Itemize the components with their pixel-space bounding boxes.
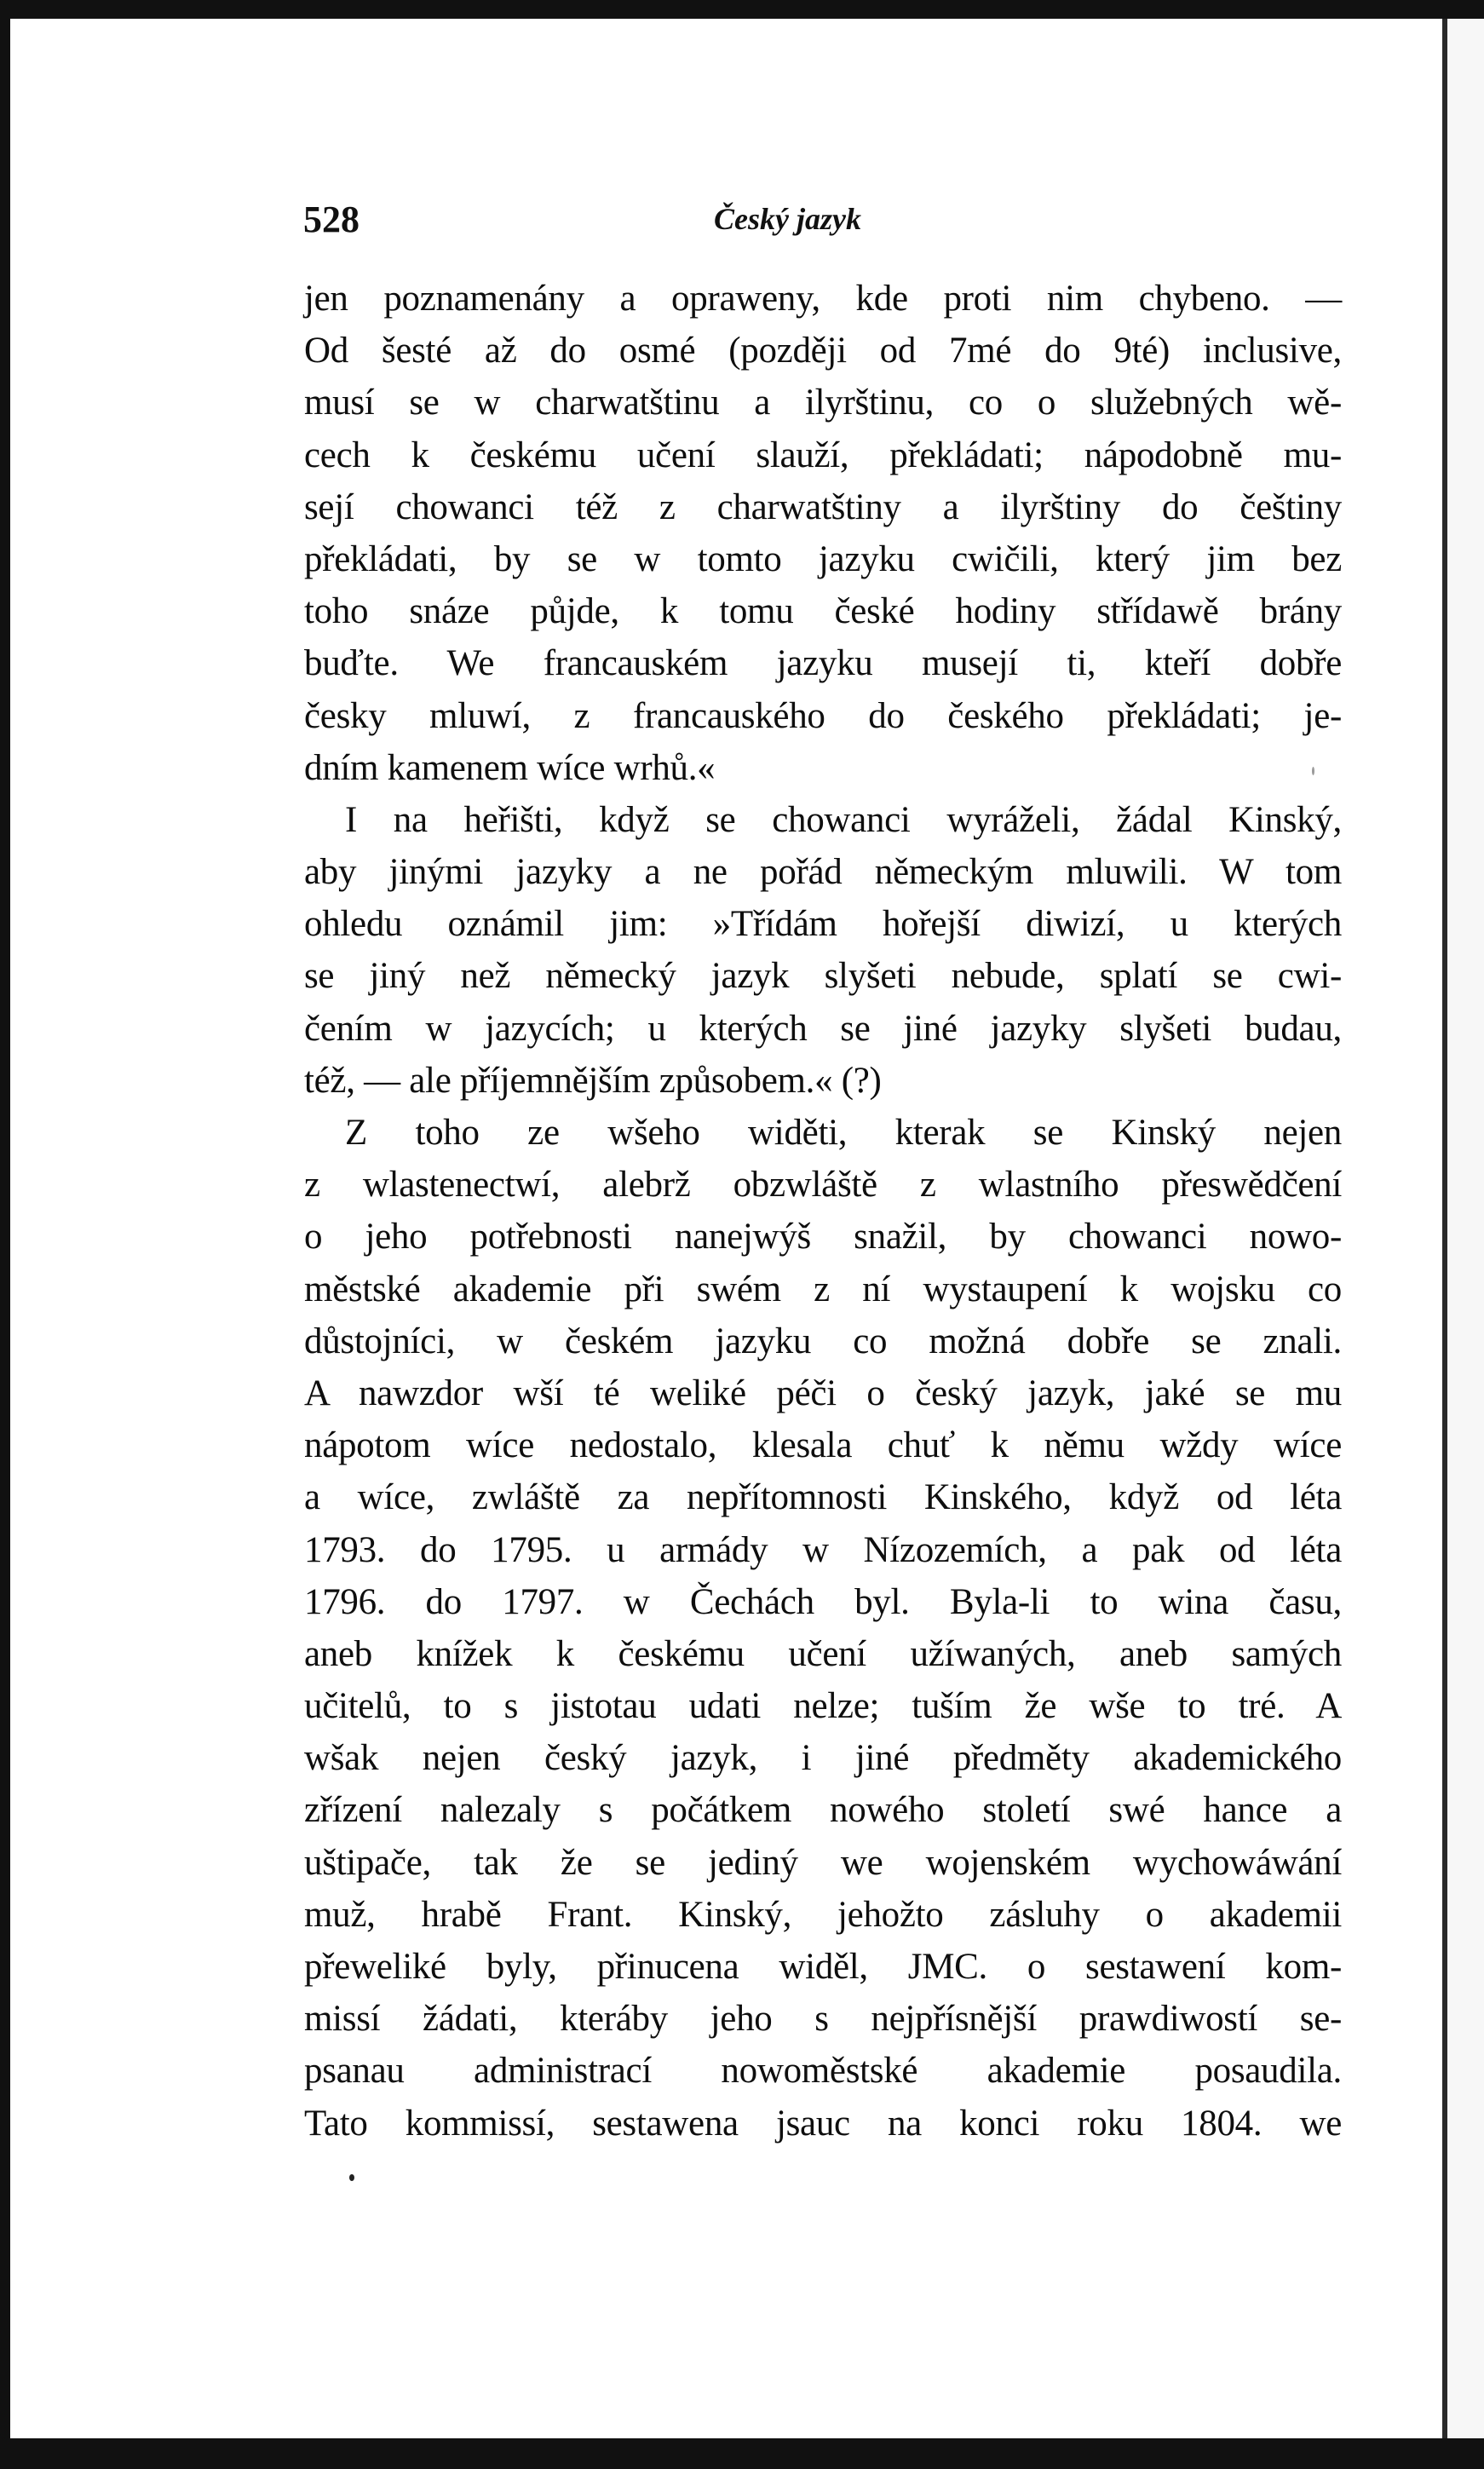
text-line: jen poznamenány a opraweny, kde proti nim chybeno. — (304, 279, 1342, 319)
running-title: Český jazyk (714, 202, 861, 236)
text-line: buďte. We francauském jazyku musejí ti, kteří dobře (304, 643, 1342, 684)
adjacent-page-margin (1447, 19, 1484, 2438)
text-line: A nawzdor wší té weliké péči o český jazyk, jaké se mu (304, 1373, 1342, 1413)
text-line: psanau administrací nowoměstské akademie posaudila. (304, 2051, 1342, 2092)
text-line: též, — ale příjemnějším způsobem.« (?) (304, 1060, 882, 1101)
text-line: z wlastenectwí, alebrž obzwláště z wlastního přeswědčení (304, 1165, 1342, 1206)
text-line: aby jinými jazyky a ne pořád německým mluwili. W tom (304, 852, 1342, 893)
text-line: česky mluwí, z francauského do českého překládati; je- (304, 695, 1342, 736)
page-header (303, 198, 1360, 240)
text-line: cech k českému učení slauží, překládati; nápodobně mu- (304, 435, 1342, 475)
text-line: a wíce, zwláště za nepřítomnosti Kinského, když od léta (304, 1477, 1342, 1518)
paragraph (304, 794, 1342, 1107)
text-line: uštipače, tak že se jediný we wojenském wychowáwání (304, 1842, 1342, 1883)
text-line: zřízení nalezaly s počátkem nowého století swé hance a (304, 1790, 1342, 1831)
text-line: čením w jazycích; u kterých se jiné jazyky slyšeti budau, (304, 1008, 1342, 1049)
ink-speck (1312, 767, 1314, 775)
ink-speck (349, 2174, 354, 2181)
text-line: wšak nejen český jazyk, i jiné předměty akademického (304, 1738, 1342, 1779)
text-line: nápotom wíce nedostalo, klesala chuť k němu wždy wíce (304, 1425, 1342, 1466)
page-number: 528 (303, 199, 359, 240)
text-line: I na heřišti, když se chowanci wyráželi, žádal Kinský, (345, 799, 1342, 840)
text-line: přeweliké byly, přinucena widěl, JMC. o sestawení kom- (304, 1947, 1342, 1987)
body-text (304, 273, 1342, 2150)
text-line: městské akademie při swém z ní wystaupení k wojsku co (304, 1269, 1342, 1309)
text-line: Z toho ze wšeho widěti, kterak se Kinský nejen (345, 1113, 1342, 1153)
text-line: 1796. do 1797. w Čechách byl. Byla-li to wina času, (304, 1581, 1342, 1622)
text-line: toho snáze půjde, k tomu české hodiny střídawě brány (304, 591, 1342, 632)
text-line: ohledu oznámil jim: »Třídám hořejší diwizí, u kterých (304, 904, 1342, 945)
paragraph (304, 273, 1342, 794)
text-line: missí žádati, kteráby jeho s nejpřísnější prawdiwostí se- (304, 1999, 1342, 2040)
text-line: Od šesté až do osmé (později od 7mé do 9té) inclusive, (304, 331, 1342, 371)
text-line: sejí chowanci též z charwatštiny a ilyrštiny do češtiny (304, 486, 1342, 527)
text-line: důstojníci, w českém jazyku co možná dobře se znali. (304, 1321, 1342, 1361)
text-line: se jiný než německý jazyk slyšeti nebude, splatí se cwi- (304, 956, 1342, 997)
text-line: 1793. do 1795. u armády w Nízozemích, a pak od léta (304, 1529, 1342, 1570)
text-line: překládati, by se w tomto jazyku cwičili, který jim bez (304, 538, 1342, 579)
text-line: musí se w charwatštinu a ilyrštinu, co o služebných wě- (304, 383, 1342, 423)
text-line: učitelů, to s jistotau udati nelze; tuším že wše to tré. A (304, 1686, 1342, 1727)
paragraph (304, 1107, 1342, 2150)
text-line: o jeho potřebnosti nanejwýš snažil, by chowanci nowo- (304, 1217, 1342, 1258)
text-line: Tato kommissí, sestawena jsauc na konci roku 1804. we (304, 2103, 1342, 2144)
text-line: dním kamenem wíce wrhů.« (304, 747, 716, 788)
text-line: muž, hrabě Frant. Kinský, jehožto zásluhy o akademii (304, 1894, 1342, 1935)
text-line: aneb knížek k českému učení užíwaných, aneb samých (304, 1633, 1342, 1674)
